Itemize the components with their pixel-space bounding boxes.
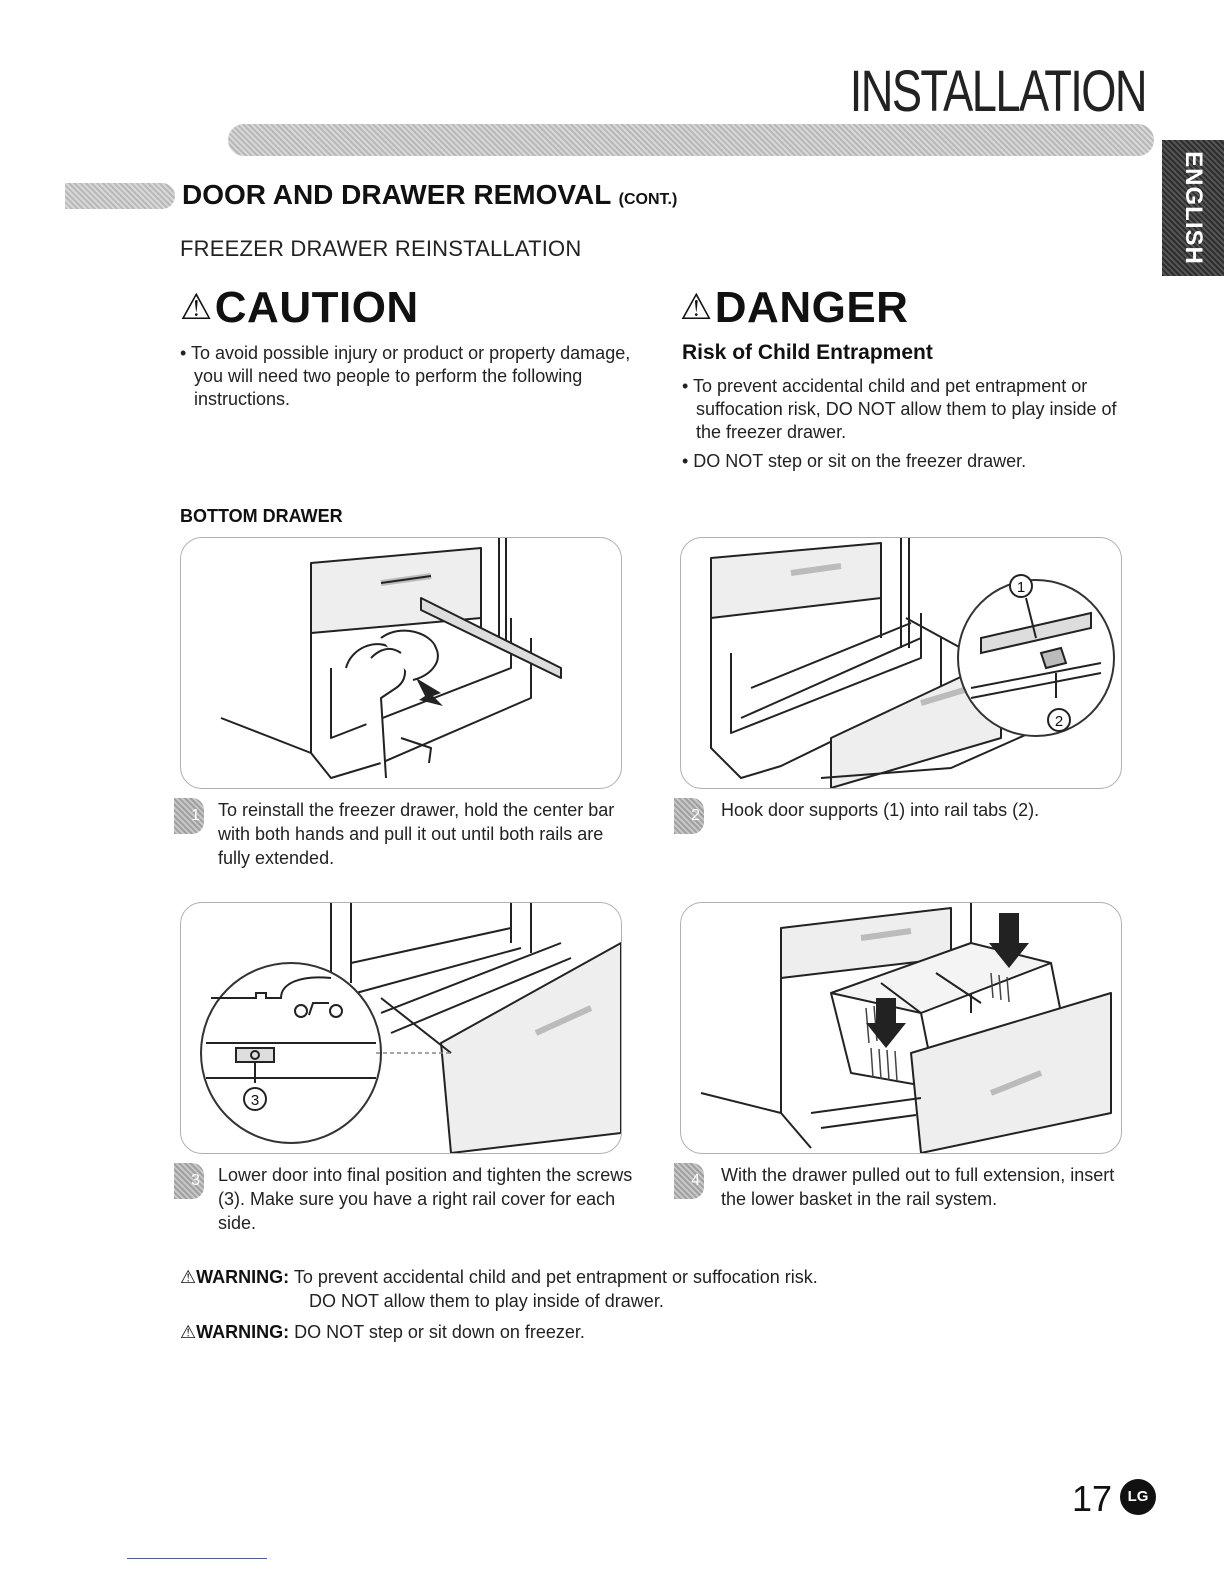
page-number: 17 <box>1072 1478 1113 1519</box>
section-heading <box>182 179 677 211</box>
warning-text: To prevent accidental child and pet entrapment or suffocation risk. <box>293 1267 818 1287</box>
section-heading-marker <box>65 183 175 209</box>
section-heading-text: DOOR AND DRAWER REMOVAL <box>182 179 611 210</box>
lg-logo-icon: LG <box>1120 1479 1156 1515</box>
step-number-badge: 3 <box>174 1163 204 1199</box>
caution-title <box>180 283 419 333</box>
warning-note <box>180 1265 818 1289</box>
callout-1 <box>1010 575 1032 597</box>
section-heading-suffix: (CONT.) <box>618 191 678 208</box>
page-title: INSTALLATION <box>849 59 1147 124</box>
figure-step-4 <box>680 902 1122 1154</box>
caution-item: • To avoid possible injury or product or property damage, you will need two people to perform the following instructions. <box>180 343 631 409</box>
title-decor-bar <box>228 124 1154 156</box>
step-caption: With the drawer pulled out to full extension, insert the lower basket in the rail system. <box>721 1165 1115 1209</box>
danger-body <box>682 375 1122 473</box>
step-caption: Hook door supports (1) into rail tabs (2). <box>721 800 1040 820</box>
callout-label-3: 3 <box>250 1092 260 1109</box>
step-number-badge: 1 <box>174 798 204 834</box>
warning-note <box>180 1320 585 1344</box>
danger-title-text: DANGER <box>714 283 909 332</box>
warning-text: DO NOT step or sit down on freezer. <box>294 1322 585 1342</box>
language-tab-label: ENGLISH <box>1180 151 1207 265</box>
callout-label-2: 2 <box>1054 713 1064 730</box>
door-support-illustration <box>681 538 1121 788</box>
step-caption: To reinstall the freezer drawer, hold the center bar with both hands and pull it out until both rails are fully extended. <box>218 800 615 868</box>
warning-text-continued: DO NOT allow them to play inside of drawer. <box>309 1291 664 1311</box>
warning-label: ⚠WARNING: <box>180 1322 290 1342</box>
step-number-badge: 4 <box>674 1163 704 1199</box>
basket-insert-illustration <box>681 903 1121 1153</box>
danger-subtitle: Risk of Child Entrapment <box>682 341 933 364</box>
figure-step-2 <box>680 537 1122 789</box>
step-caption: Lower door into final position and tighten the screws (3). Make sure you have a right rail cover for each side. <box>218 1165 633 1233</box>
danger-item: • DO NOT step or sit on the freezer drawer. <box>682 451 1027 471</box>
language-tab <box>1162 140 1224 276</box>
screw-tighten-illustration <box>181 903 621 1153</box>
footer-divider <box>127 1558 267 1559</box>
drawer-pull-illustration <box>181 538 621 788</box>
subsection-heading: FREEZER DRAWER REINSTALLATION <box>180 236 582 261</box>
danger-item: • To prevent accidental child and pet entrapment or suffocation risk, DO NOT allow them to play inside of the freezer drawer. <box>682 376 1117 442</box>
warning-label: ⚠WARNING: <box>180 1267 290 1287</box>
warning-triangle-icon: ⚠ <box>680 286 713 327</box>
bottom-drawer-label: BOTTOM DRAWER <box>180 506 343 526</box>
callout-label-1: 1 <box>1016 579 1026 596</box>
warning-triangle-icon: ⚠ <box>180 286 213 327</box>
caution-title-text: CAUTION <box>214 283 419 332</box>
callout-2 <box>1048 709 1070 731</box>
figure-step-3 <box>180 902 622 1154</box>
callout-3 <box>244 1088 266 1110</box>
figure-step-1 <box>180 537 622 789</box>
step-number-badge: 2 <box>674 798 704 834</box>
danger-title <box>680 283 908 333</box>
caution-body <box>180 342 640 411</box>
